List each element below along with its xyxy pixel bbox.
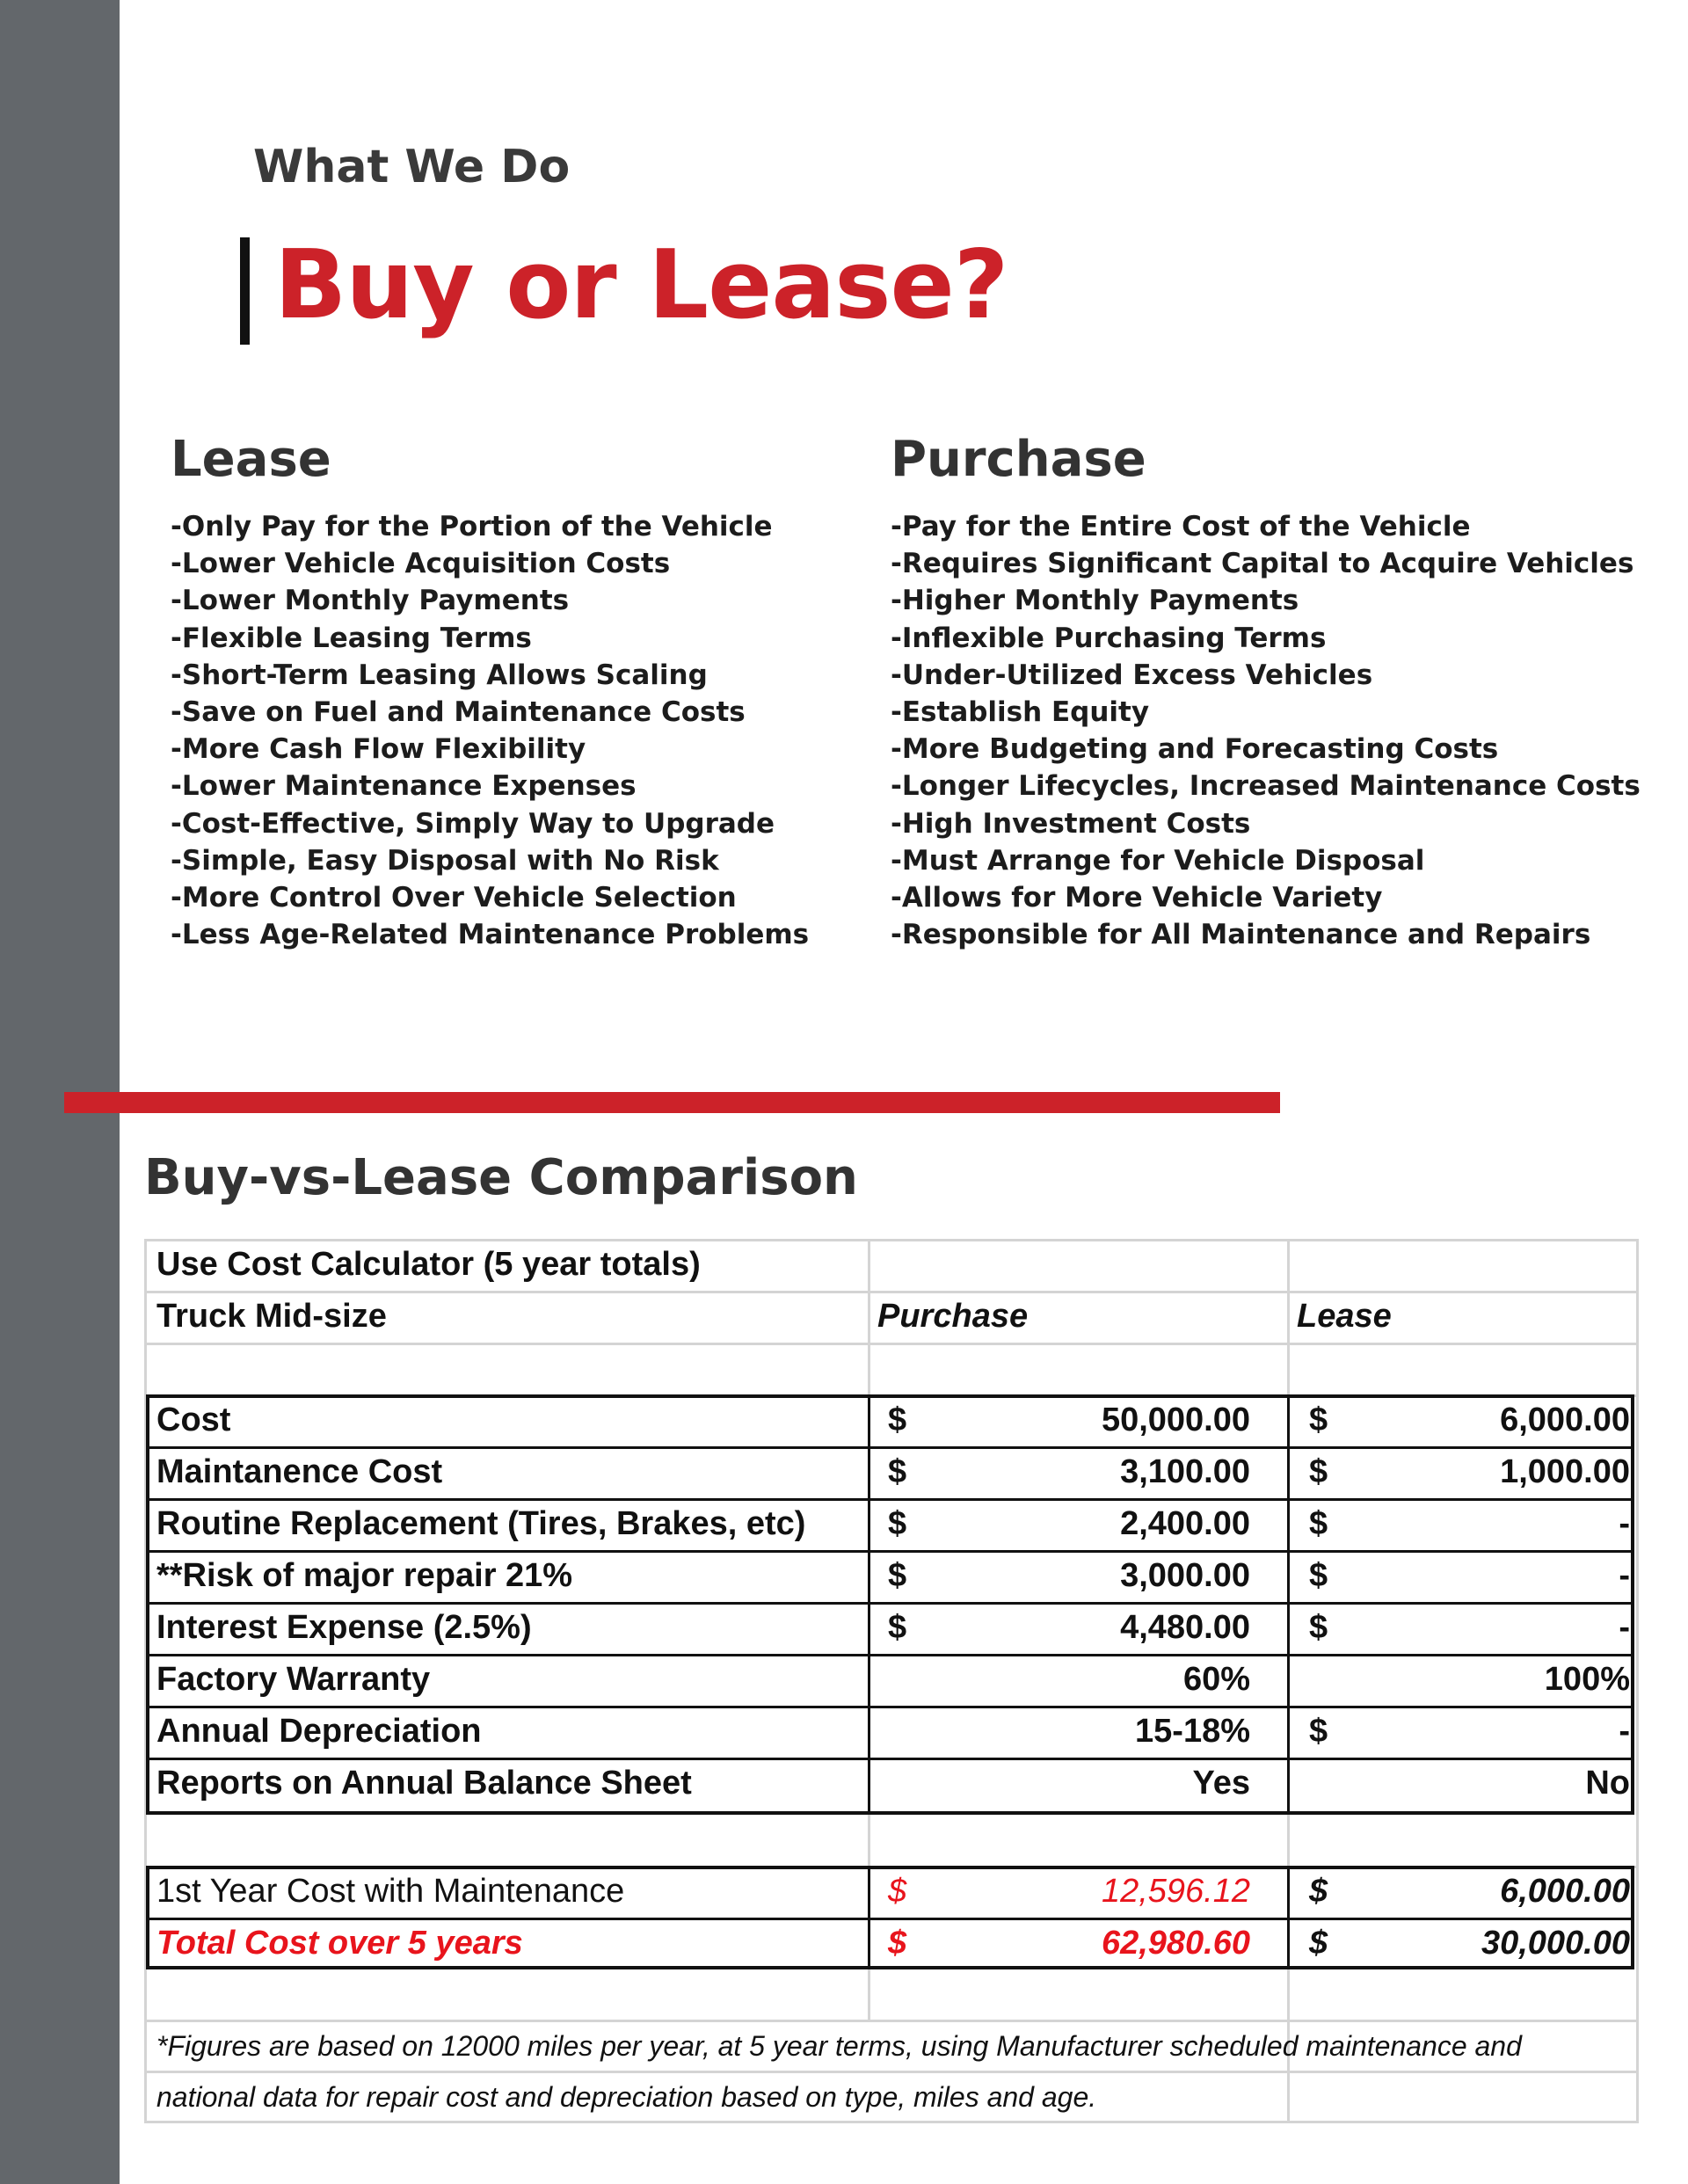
page-title: Buy or Lease? — [274, 230, 1008, 340]
row-label: Maintanence Cost — [156, 1453, 443, 1490]
lease-value: - — [1619, 1557, 1630, 1594]
calc-title-row — [144, 1239, 1639, 1291]
lease-value: - — [1619, 1713, 1630, 1750]
lease-list — [171, 508, 809, 953]
purchase-value: 2,400.00 — [1120, 1505, 1250, 1542]
purchase-item: -Inflexible Purchasing Terms — [891, 622, 1327, 654]
row-label: Factory Warranty — [156, 1661, 431, 1698]
table-row — [144, 1446, 1639, 1498]
total-lease-currency: $ — [1309, 1925, 1328, 1962]
comparison-title: Buy-vs-Lease Comparison — [144, 1149, 858, 1206]
purchase-heading: Purchase — [891, 431, 1146, 488]
comparison-sheet — [144, 1239, 1639, 2123]
purchase-list — [891, 508, 1641, 953]
purchase-item: -Longer Lifecycles, Increased Maintenance Costs — [891, 770, 1641, 803]
eyebrow-text: What We Do — [253, 141, 571, 193]
lease-currency: $ — [1309, 1401, 1328, 1438]
column-header-row — [144, 1291, 1639, 1343]
row-label: Annual Depreciation — [156, 1713, 482, 1750]
section-divider — [64, 1092, 1280, 1113]
purchase-value: Yes — [1192, 1765, 1250, 1802]
purchase-value: 60% — [1182, 1661, 1250, 1698]
first-year-label: 1st Year Cost with Maintenance — [156, 1873, 625, 1910]
footnote-line-2: national data for repair cost and depreciation based on type, miles and age. — [156, 2081, 1097, 2113]
lease-currency: $ — [1309, 1505, 1328, 1542]
table-row — [144, 1758, 1639, 1809]
title-accent-bar — [240, 237, 250, 345]
lease-item: -Save on Fuel and Maintenance Costs — [171, 695, 746, 728]
lease-item: -Only Pay for the Portion of the Vehicle — [171, 511, 773, 542]
row-label: **Risk of major repair 21% — [156, 1557, 573, 1594]
lease-currency: $ — [1309, 1453, 1328, 1490]
table-row — [144, 1394, 1639, 1446]
purchase-currency: $ — [888, 1557, 907, 1594]
row-label: Cost — [156, 1401, 231, 1438]
purchase-item: -High Investment Costs — [891, 807, 1251, 840]
purchase-currency: $ — [888, 1401, 907, 1438]
purchase-item: -Higher Monthly Payments — [891, 585, 1299, 617]
purchase-value: 3,000.00 — [1120, 1557, 1250, 1594]
purchase-item: -Establish Equity — [891, 695, 1150, 728]
total-cost-label: Total Cost over 5 years — [156, 1925, 523, 1962]
table-row — [144, 1550, 1639, 1602]
total-purchase-value: 62,980.60 — [1101, 1925, 1250, 1962]
purchase-value: 3,100.00 — [1120, 1453, 1250, 1490]
footnote-line-1: *Figures are based on 12000 miles per year, at 5 year terms, using Manufacturer scheduled maintenance and — [156, 2030, 1522, 2062]
table-row — [144, 1498, 1639, 1550]
first-year-row — [144, 1866, 1639, 1918]
total-cost-row — [144, 1918, 1639, 1969]
purchase-item: -Under-Utilized Excess Vehicles — [891, 659, 1373, 691]
lease-item: -Lower Monthly Payments — [171, 585, 570, 617]
table-row — [144, 1706, 1639, 1758]
row-label: Interest Expense (2.5%) — [156, 1609, 532, 1646]
lease-item: -Cost-Effective, Simply Way to Upgrade — [171, 807, 775, 840]
lease-item: -Flexible Leasing Terms — [171, 622, 532, 654]
lease-item: -Short-Term Leasing Allows Scaling — [171, 659, 708, 691]
first-year-purchase-value: 12,596.12 — [1101, 1873, 1250, 1910]
vehicle-type: Truck Mid-size — [156, 1298, 387, 1335]
purchase-item: -Must Arrange for Vehicle Disposal — [891, 844, 1425, 877]
purchase-item: -Requires Significant Capital to Acquire Vehicles — [891, 548, 1634, 580]
purchase-currency: $ — [888, 1609, 907, 1646]
calc-title: Use Cost Calculator (5 year totals) — [156, 1246, 701, 1283]
purchase-item: -Responsible for All Maintenance and Repairs — [891, 919, 1591, 951]
row-label: Reports on Annual Balance Sheet — [156, 1765, 692, 1802]
lease-value: 1,000.00 — [1500, 1453, 1630, 1490]
lease-item: -Simple, Easy Disposal with No Risk — [171, 844, 719, 877]
lease-value: - — [1619, 1505, 1630, 1542]
lease-value: 100% — [1544, 1661, 1630, 1698]
lease-currency: $ — [1309, 1557, 1328, 1594]
purchase-value: 4,480.00 — [1120, 1609, 1250, 1646]
first-year-lease-currency: $ — [1309, 1873, 1328, 1910]
lease-item: -Lower Maintenance Expenses — [171, 770, 637, 803]
first-year-lease-value: 6,000.00 — [1500, 1873, 1630, 1910]
lease-item: -Lower Vehicle Acquisition Costs — [171, 548, 671, 580]
grid-line — [144, 1343, 1639, 1345]
lease-currency: $ — [1309, 1609, 1328, 1646]
lease-heading: Lease — [171, 431, 331, 488]
total-lease-value: 30,000.00 — [1481, 1925, 1630, 1962]
purchase-item: -More Budgeting and Forecasting Costs — [891, 733, 1499, 766]
first-year-purchase-currency: $ — [888, 1873, 907, 1910]
purchase-column-header: Purchase — [877, 1298, 1029, 1335]
purchase-value: 50,000.00 — [1101, 1401, 1250, 1438]
total-purchase-currency: $ — [888, 1925, 907, 1962]
purchase-item: -Allows for More Vehicle Variety — [891, 881, 1383, 914]
lease-item: -More Control Over Vehicle Selection — [171, 881, 737, 914]
purchase-currency: $ — [888, 1505, 907, 1542]
purchase-item: -Pay for the Entire Cost of the Vehicle — [891, 511, 1471, 542]
lease-value: No — [1585, 1765, 1630, 1802]
lease-currency: $ — [1309, 1713, 1328, 1750]
purchase-value: 15-18% — [1135, 1713, 1250, 1750]
lease-column-header: Lease — [1297, 1298, 1392, 1335]
lease-value: - — [1619, 1609, 1630, 1646]
lease-item: -Less Age-Related Maintenance Problems — [171, 919, 810, 951]
purchase-currency: $ — [888, 1453, 907, 1490]
lease-value: 6,000.00 — [1500, 1401, 1630, 1438]
row-label: Routine Replacement (Tires, Brakes, etc) — [156, 1505, 806, 1542]
lease-item: -More Cash Flow Flexibility — [171, 733, 586, 766]
table-row — [144, 1654, 1639, 1706]
table-row — [144, 1602, 1639, 1654]
